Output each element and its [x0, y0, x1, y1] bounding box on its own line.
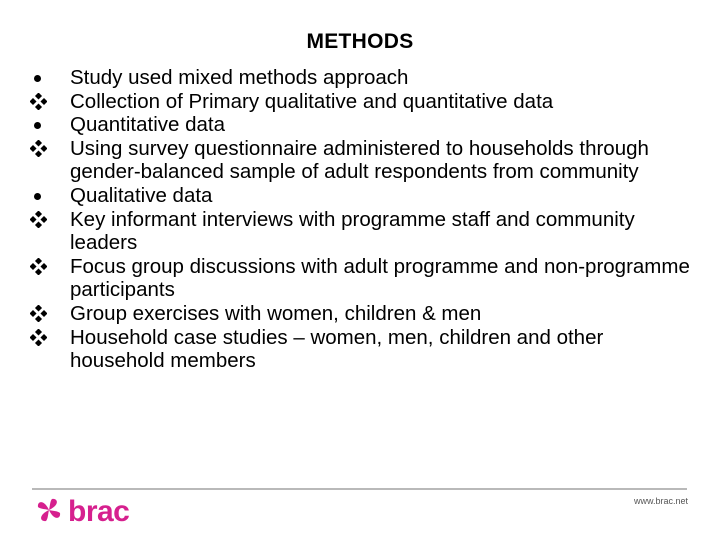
slide-title: METHODS: [306, 30, 414, 53]
brac-logo: [34, 494, 129, 530]
bullet-item: [30, 137, 700, 184]
brac-logo-text: brac: [68, 495, 130, 528]
bullet-item: [30, 208, 700, 255]
bullet-list: [30, 66, 700, 373]
bullet-text: Study used mixed methods approach: [70, 66, 409, 89]
bullet-item: [30, 326, 700, 373]
bullet-item: [30, 255, 700, 302]
brac-logo-icon: [34, 495, 64, 530]
bullet-text: Household case studies – women, men, children and other household members: [70, 325, 604, 373]
bullet-text: Focus group discussions with adult programme and non-programme participants: [70, 254, 690, 302]
bullet-text: Quantitative data: [70, 113, 225, 137]
bullet-item: [30, 302, 700, 326]
bullet-text: Key informant interviews with programme staff and community leaders: [70, 207, 635, 255]
bullet-item: [30, 113, 700, 137]
bullet-item: [30, 66, 700, 90]
bullet-text: Qualitative data: [70, 183, 213, 207]
bullet-text: Collection of Primary qualitative and quantitative data: [70, 89, 554, 113]
bullet-item: [30, 184, 700, 208]
footer-url[interactable]: www.brac.net: [633, 496, 688, 506]
footer-divider: [32, 488, 687, 490]
bullet-item: [30, 90, 700, 114]
bullet-text: Group exercises with women, children & men: [70, 301, 482, 325]
bullet-text: Using survey questionnaire administered to households through gender-balanced sample of adult respondents from community: [70, 136, 649, 184]
